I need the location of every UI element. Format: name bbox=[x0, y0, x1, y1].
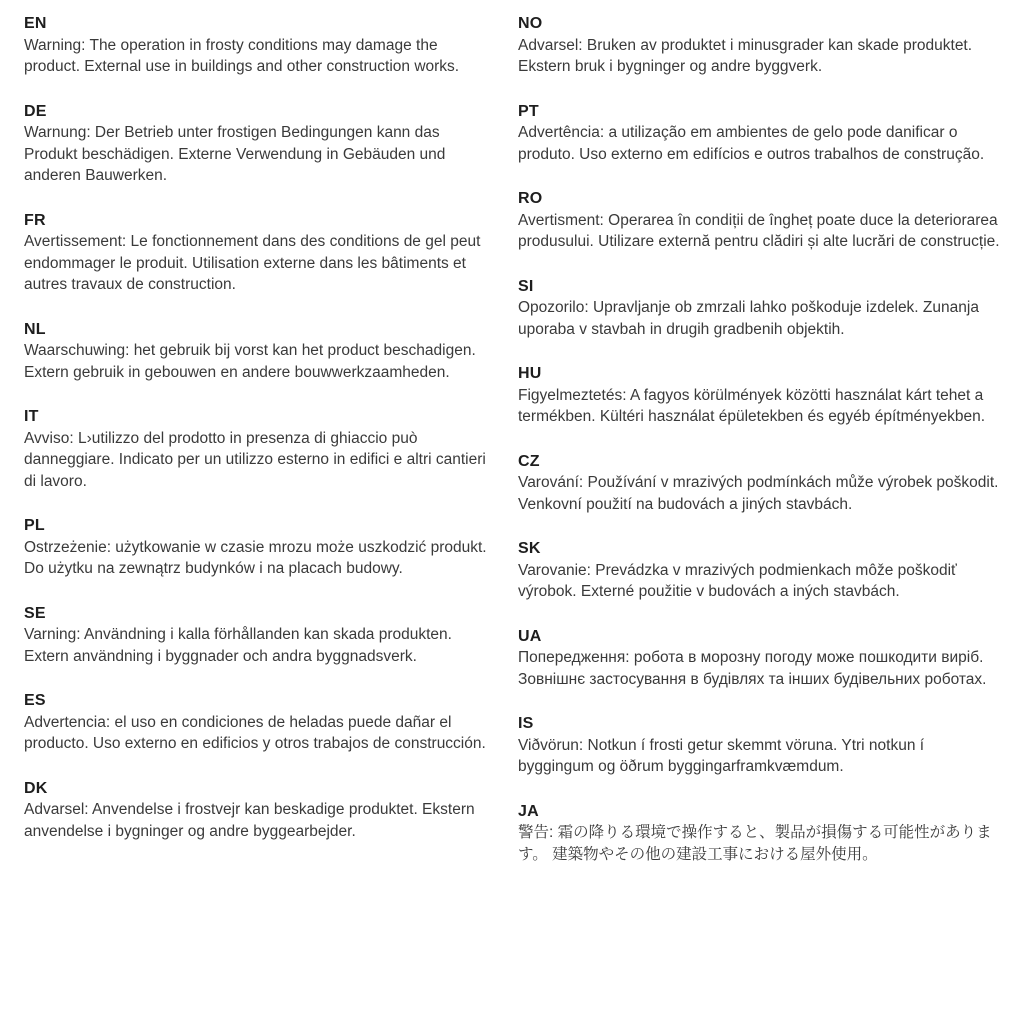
language-section-si bbox=[518, 276, 1004, 341]
language-section-se bbox=[24, 603, 492, 668]
language-section-sk bbox=[518, 538, 1004, 603]
language-section-de bbox=[24, 101, 492, 187]
language-section-it bbox=[24, 406, 492, 492]
language-code-heading: IT bbox=[24, 408, 39, 425]
language-section-ua bbox=[518, 626, 1004, 691]
warning-text: Figyelmeztetés: A fagyos körülmények közötti használat kárt tehet a termékben. Kültéri használat épületekben és egyéb építményekben. bbox=[518, 386, 986, 425]
language-section-es bbox=[24, 690, 492, 755]
language-section-ja bbox=[518, 801, 1004, 866]
language-code-heading: ES bbox=[24, 692, 46, 709]
warning-text: Advarsel: Bruken av produktet i minusgrader kan skade produktet. Ekstern bruk i bygninger og andre byggverk. bbox=[518, 36, 973, 75]
warning-text: Varning: Användning i kalla förhållanden kan skada produkten. Extern användning i byggnader och andra byggnadsverk. bbox=[24, 626, 452, 665]
warning-text: Avertissement: Le fonctionnement dans des conditions de gel peut endommager le produit. Utilisation externe dans les bâtiments et autres travaux de construction. bbox=[24, 233, 481, 293]
warning-text: Попередження: робота в морозну погоду може пошкодити виріб. Зовнішнє застосування в будівлях та інших будівельних роботах. bbox=[518, 649, 987, 688]
language-code-heading: IS bbox=[518, 715, 534, 732]
warning-text: Viðvörun: Notkun í frosti getur skemmt vöruna. Ytri notkun í byggingum og öðrum byggingarframkvæmdum. bbox=[518, 736, 925, 775]
warning-text: Opozorilo: Upravljanje ob zmrzali lahko poškoduje izdelek. Zunanja uporaba v stavbah in drugih gradbenih objektih. bbox=[518, 299, 979, 338]
language-code-heading: EN bbox=[24, 15, 47, 32]
language-code-heading: UA bbox=[518, 627, 542, 645]
language-code-heading: NL bbox=[24, 320, 46, 338]
language-code-heading: PT bbox=[518, 102, 539, 120]
left-column bbox=[24, 13, 492, 888]
warning-text: Waarschuwing: het gebruik bij vorst kan het product beschadigen. Extern gebruik in gebouwen en andere bouwwerkzaamheden. bbox=[24, 342, 476, 381]
language-code-heading: NO bbox=[518, 15, 543, 32]
warning-text: Avviso: L›utilizzo del prodotto in presenza di ghiaccio può danneggiare. Indicato per un utilizzo esterno in edifici e altri cantieri di lavoro. bbox=[24, 429, 486, 490]
language-code-heading: CZ bbox=[518, 452, 540, 470]
language-section-fr bbox=[24, 210, 492, 296]
language-code-heading: DK bbox=[24, 779, 48, 797]
warning-text: Ostrzeżenie: użytkowanie w czasie mrozu może uszkodzić produkt. Do użytku na zewnątrz budynków i na placach budowy. bbox=[24, 538, 487, 577]
warning-text: Varovanie: Prevádzka v mrazivých podmienkach môže poškodiť výrobok. Externé použitie v budovách a iných stavbách. bbox=[518, 561, 957, 600]
language-section-en bbox=[24, 13, 492, 78]
language-code-heading: PL bbox=[24, 517, 45, 534]
language-section-hu bbox=[518, 363, 1004, 428]
language-section-is bbox=[518, 713, 1004, 778]
language-code-heading: SI bbox=[518, 277, 534, 295]
language-code-heading: FR bbox=[24, 211, 46, 229]
language-section-nl bbox=[24, 319, 492, 384]
language-code-heading: SK bbox=[518, 540, 541, 557]
language-section-pl bbox=[24, 515, 492, 580]
warning-text: 警告: 霜の降りる環境で操作すると、製品が損傷する可能性があります。 建築物やその他の建設工事における屋外使用。 bbox=[518, 824, 992, 863]
warning-text: Advarsel: Anvendelse i frostvejr kan beskadige produktet. Ekstern anvendelse i bygninger og andre byggearbejder. bbox=[24, 801, 475, 840]
language-code-heading: SE bbox=[24, 604, 46, 622]
language-section-ro bbox=[518, 188, 1004, 253]
language-section-pt bbox=[518, 101, 1004, 166]
warning-text: Warning: The operation in frosty conditions may damage the product. External use in buildings and other construction works. bbox=[24, 36, 460, 75]
language-code-heading: DE bbox=[24, 102, 47, 120]
right-column bbox=[518, 13, 1004, 888]
warning-text: Warnung: Der Betrieb unter frostigen Bedingungen kann das Produkt beschädigen. Externe Verwendung in Gebäuden und anderen Bauwerken. bbox=[24, 124, 446, 184]
language-code-heading: RO bbox=[518, 190, 543, 207]
language-code-heading: HU bbox=[518, 365, 542, 382]
warning-text: Avertisment: Operarea în condiții de îngheț poate duce la deteriorarea produsului. Utilizare externă pentru clădiri și alte lucrări de construcție. bbox=[518, 211, 1000, 250]
warning-text: Varování: Používání v mrazivých podmínkách může výrobek poškodit. Venkovní použití na budovách a jiných stavbách. bbox=[518, 474, 999, 513]
language-section-cz bbox=[518, 451, 1004, 516]
warning-text: Advertência: a utilização em ambientes de gelo pode danificar o produto. Uso externo em edifícios e outros trabalhos de construção. bbox=[518, 124, 985, 163]
warning-text: Advertencia: el uso en condiciones de heladas puede dañar el producto. Uso externo en edificios y otros trabajos de construcción. bbox=[24, 713, 486, 752]
language-section-no bbox=[518, 13, 1004, 78]
language-code-heading: JA bbox=[518, 802, 539, 820]
language-section-dk bbox=[24, 778, 492, 843]
